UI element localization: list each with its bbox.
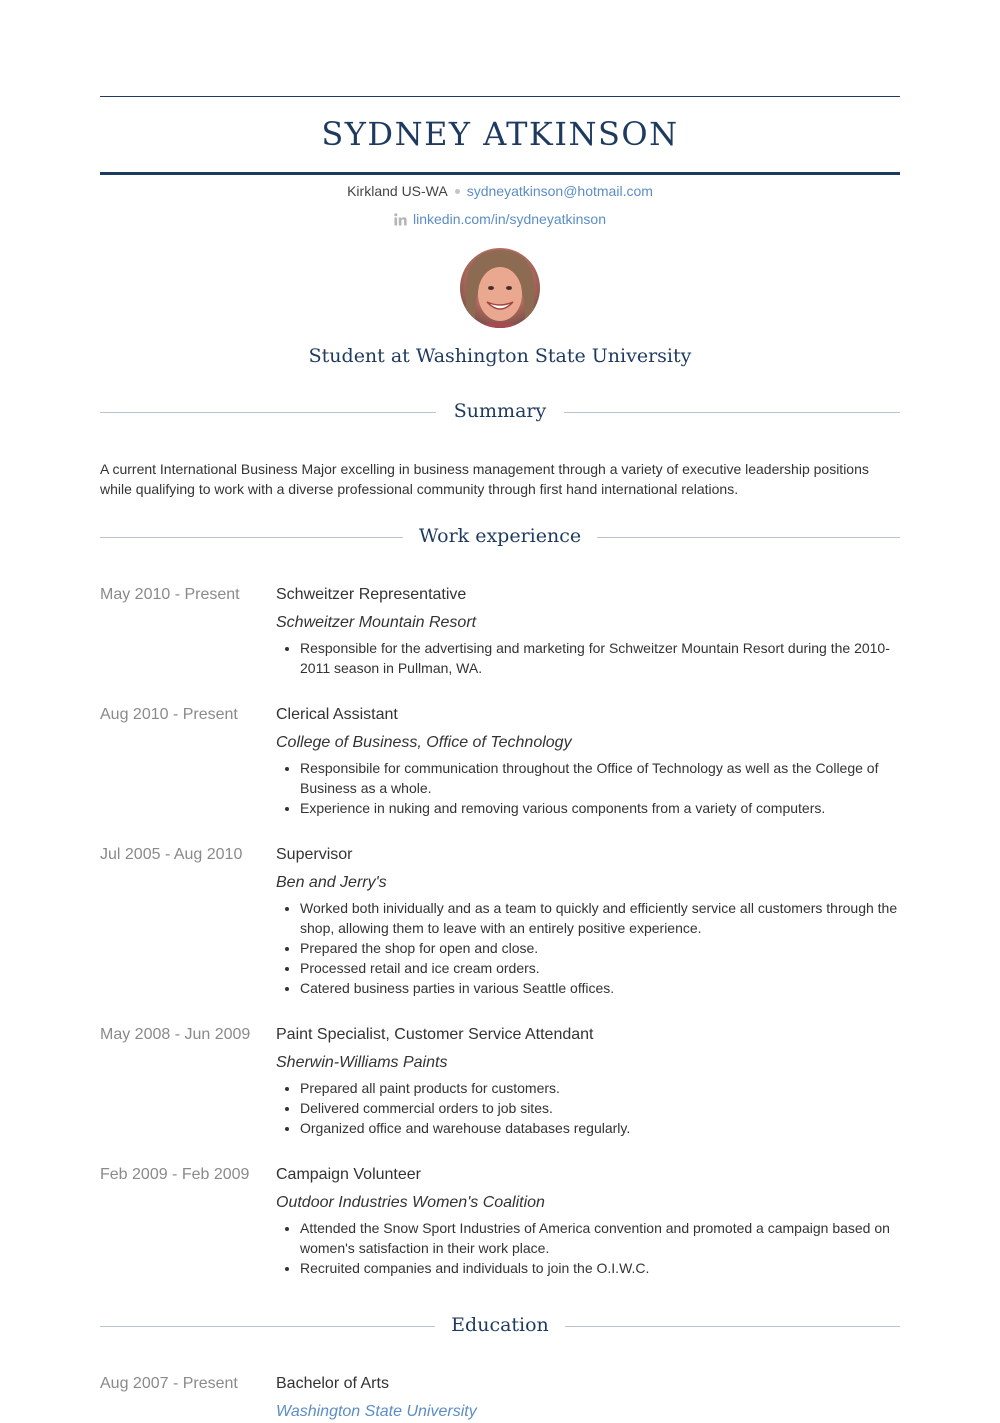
work-title: Work experience bbox=[418, 525, 582, 547]
company-name: Outdoor Industries Women's Coalition bbox=[276, 1194, 545, 1211]
list-item: • Recruited companies and individuals to join the O.I.W.C. bbox=[300, 1258, 900, 1278]
degree-title: Bachelor of Arts bbox=[276, 1375, 389, 1392]
divider-line bbox=[565, 1326, 900, 1327]
work-date: May 2010 - Present bbox=[100, 586, 240, 603]
list-item: • Responsibile for communication throughout the Office of Technology as well as the College of Business as a whole. bbox=[300, 758, 900, 798]
work-date: Jul 2005 - Aug 2010 bbox=[100, 846, 243, 863]
job-title: Campaign Volunteer bbox=[276, 1166, 421, 1183]
company-name: Schweitzer Mountain Resort bbox=[276, 614, 477, 631]
list-item: • Responsible for the advertising and marketing for Schweitzer Mountain Resort during the 2010-2011 season in Pullman, WA. bbox=[300, 638, 900, 678]
list-item: • Prepared all paint products for customers. bbox=[300, 1078, 900, 1098]
responsibility-list bbox=[276, 758, 900, 818]
company-name: Ben and Jerry's bbox=[276, 874, 387, 891]
education-date: Aug 2007 - Present bbox=[100, 1375, 238, 1392]
work-section-header bbox=[100, 521, 900, 551]
company-name: College of Business, Office of Technology bbox=[276, 734, 572, 751]
summary-section-header bbox=[100, 396, 900, 426]
professional-headline: Student at Washington State University bbox=[308, 345, 692, 367]
summary-title: Summary bbox=[453, 400, 547, 422]
list-item: • Attended the Snow Sport Industries of America convention and promoted a campaign based on women's satisfaction in their work place. bbox=[300, 1218, 900, 1258]
job-title: Schweitzer Representative bbox=[276, 586, 467, 603]
list-item: • Experience in nuking and removing various components from a variety of computers. bbox=[300, 798, 900, 818]
name-divider bbox=[100, 172, 900, 175]
location-text: Kirkland US-WA bbox=[347, 183, 448, 199]
work-date: Feb 2009 - Feb 2009 bbox=[100, 1166, 250, 1183]
separator-dot-icon bbox=[455, 189, 460, 194]
list-item: • Delivered commercial orders to job sites. bbox=[300, 1098, 900, 1118]
responsibility-list bbox=[276, 1218, 900, 1278]
contact-row bbox=[100, 181, 900, 201]
job-title: Clerical Assistant bbox=[276, 706, 398, 723]
responsibility-list bbox=[276, 898, 900, 998]
candidate-name: SYDNEY ATKINSON bbox=[321, 115, 679, 153]
linkedin-link[interactable]: linkedin.com/in/sydneyatkinson bbox=[413, 211, 606, 227]
list-item: • Prepared the shop for open and close. bbox=[300, 938, 900, 958]
divider-line bbox=[564, 412, 900, 413]
responsibility-list bbox=[276, 638, 900, 678]
work-date: Aug 2010 - Present bbox=[100, 706, 238, 723]
list-item: • Worked both inividually and as a team to quickly and efficiently service all customers through the shop, allowing them to leave with an entirely positive experience. bbox=[300, 898, 900, 938]
list-item: • Organized office and warehouse databases regularly. bbox=[300, 1118, 900, 1138]
list-item: • Catered business parties in various Seattle offices. bbox=[300, 978, 900, 998]
job-title: Supervisor bbox=[276, 846, 353, 863]
company-name: Sherwin-Williams Paints bbox=[276, 1054, 448, 1071]
education-title: Education bbox=[451, 1314, 549, 1336]
work-date: May 2008 - Jun 2009 bbox=[100, 1026, 251, 1043]
job-title: Paint Specialist, Customer Service Attendant bbox=[276, 1026, 594, 1043]
linkedin-row bbox=[100, 209, 900, 231]
top-divider bbox=[100, 96, 900, 97]
linkedin-icon bbox=[394, 211, 407, 231]
responsibility-list bbox=[276, 1078, 900, 1138]
divider-line bbox=[597, 537, 900, 538]
email-link[interactable]: sydneyatkinson@hotmail.com bbox=[466, 183, 653, 199]
education-section-header bbox=[100, 1310, 900, 1340]
summary-text: A current International Business Major excelling in business management through a variety of executive leadership positions while qualifying to work with a diverse professional community through first hand international relations. bbox=[100, 461, 869, 497]
profile-photo bbox=[460, 248, 540, 328]
school-link[interactable]: Washington State University bbox=[276, 1403, 477, 1420]
list-item: • Processed retail and ice cream orders. bbox=[300, 958, 900, 978]
